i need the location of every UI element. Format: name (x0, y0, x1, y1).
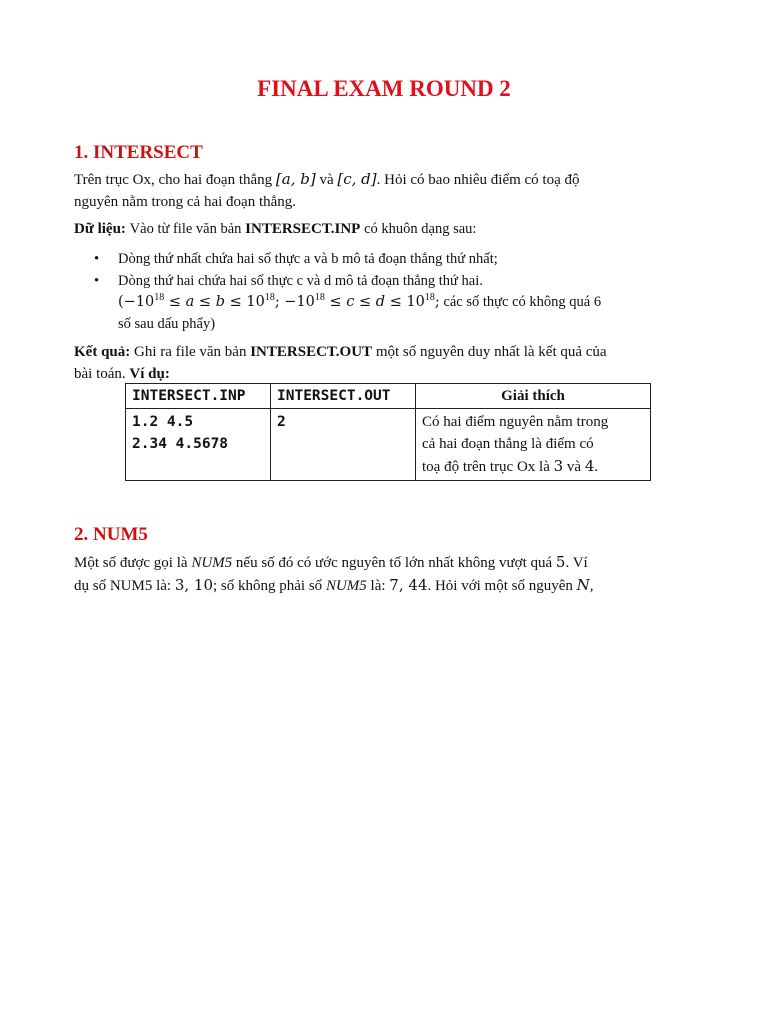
output-sample-cell: 2 (271, 409, 416, 481)
exponent: 18 (314, 292, 325, 304)
example-table (125, 383, 651, 481)
header-input-file: INTERSECT.INP (126, 384, 271, 409)
explanation-line: cả hai đoạn thẳng là điểm có (422, 436, 594, 452)
output-label: Kết quả: (74, 344, 131, 360)
exponent: 18 (264, 292, 275, 304)
num5-text: nếu số đó có ước nguyên tố lớn nhất không vượt quá (235, 555, 553, 571)
constraint-upper-b: ≤ 10 (224, 294, 265, 310)
segment-ab: [a, b] (275, 170, 316, 188)
input-format-list (74, 248, 704, 292)
num5-text: dụ số NUM5 là: (74, 578, 172, 594)
list-item (74, 270, 704, 292)
output-filename: INTERSECT.OUT (250, 344, 373, 360)
period: . (594, 459, 599, 475)
num5-line-2 (74, 574, 704, 597)
explanation-text: toạ độ trên trục Ox là (422, 459, 550, 475)
constraint-lower-a: −10 (123, 294, 155, 310)
le-sign: ≤ (324, 294, 347, 310)
constraint-line-2: số sau dấu phẩy) (118, 316, 216, 332)
bullet-icon: • (94, 251, 100, 267)
value-4: 4 (584, 457, 595, 475)
explanation-cell (416, 409, 651, 481)
le-sign: ≤ (354, 294, 376, 310)
var-d: d (375, 294, 386, 310)
intro-line-1 (74, 168, 704, 191)
intro-text: Trên trục Ox, cho hai đoạn thẳng (74, 172, 273, 188)
segment-cd: [c, d] (337, 170, 377, 188)
explanation-line (422, 455, 644, 478)
constraint-lower-c: −10 (279, 294, 315, 310)
input-description (74, 218, 704, 240)
constraint-upper-d: ≤ 10 (385, 294, 425, 310)
num5-text: . Ví (565, 555, 588, 571)
intro-text-2: . Hỏi có bao nhiêu điểm có toạ độ (376, 172, 580, 188)
output-line-1 (74, 341, 704, 363)
explanation-and: và (566, 459, 582, 475)
var-n: N (576, 576, 590, 594)
num5-term: NUM5 (191, 555, 233, 571)
input-text: Vào từ file văn bản (129, 221, 242, 237)
constraint-note (118, 291, 708, 335)
constraint-line-1 (118, 291, 708, 313)
num5-text: Một số được gọi là (74, 555, 188, 571)
output-line2-text: bài toán. (74, 366, 126, 382)
example-label: Ví dụ: (129, 366, 170, 382)
bullet-icon: • (94, 273, 100, 289)
section-heading-intersect: 1. INTERSECT (74, 142, 203, 163)
header-explanation: Giải thích (416, 384, 651, 409)
intersect-intro (74, 168, 704, 213)
bullet-text: Dòng thứ hai chứa hai số thực c và d mô tả đoạn thẳng thứ hai. (118, 273, 483, 289)
input-filename: INTERSECT.INP (245, 221, 361, 237)
input-label: Dữ liệu: (74, 221, 126, 237)
value-3: 3 (553, 457, 564, 475)
exponent: 18 (154, 292, 165, 304)
input-rest: có khuôn dạng sau: (364, 221, 477, 237)
semicolon: ; (274, 294, 280, 310)
page-title: FINAL EXAM ROUND 2 (257, 76, 511, 101)
num5-text: . Hỏi với một số nguyên (427, 578, 573, 594)
value-5: 5 (555, 553, 566, 571)
output-text: Ghi ra file văn bản (134, 344, 247, 360)
comma: , (589, 578, 594, 594)
constraint-tail: các số thực có không quá 6 (439, 294, 602, 310)
non-num5-examples: 7, 44 (389, 576, 428, 594)
exponent: 18 (424, 292, 435, 304)
intro-and: và (319, 172, 334, 188)
output-description (74, 341, 704, 385)
output-rest: một số nguyên duy nhất là kết quả của (375, 344, 607, 360)
input-sample-cell (126, 409, 271, 481)
list-item (74, 248, 704, 270)
input-sample-line: 2.34 4.5678 (132, 436, 229, 452)
le-sign: ≤ (164, 294, 186, 310)
header-output-file: INTERSECT.OUT (271, 384, 416, 409)
var-c: c (346, 294, 355, 310)
num5-description (74, 551, 704, 597)
section-heading-num5: 2. NUM5 (74, 524, 148, 545)
table-row (126, 409, 651, 481)
table-header-row (126, 384, 651, 409)
explanation-line: Có hai điểm nguyên nằm trong (422, 414, 609, 430)
le-sign: ≤ (194, 294, 216, 310)
num5-text: là: (370, 578, 386, 594)
var-a: a (185, 294, 195, 310)
input-sample-line: 1.2 4.5 (132, 414, 194, 430)
bullet-text: Dòng thứ nhất chứa hai số thực a và b mô tả đoạn thẳng thứ nhất; (118, 251, 498, 267)
var-b: b (215, 294, 225, 310)
num5-text: ; số không phải số (213, 578, 323, 594)
intro-line-2: nguyên nằm trong cả hai đoạn thẳng. (74, 194, 297, 210)
num5-term: NUM5 (325, 578, 367, 594)
paren-open: ( (118, 294, 124, 310)
output-line-2 (74, 363, 704, 385)
num5-line-1 (74, 551, 704, 574)
num5-examples: 3, 10 (174, 576, 214, 594)
semicolon: ; (434, 294, 440, 310)
